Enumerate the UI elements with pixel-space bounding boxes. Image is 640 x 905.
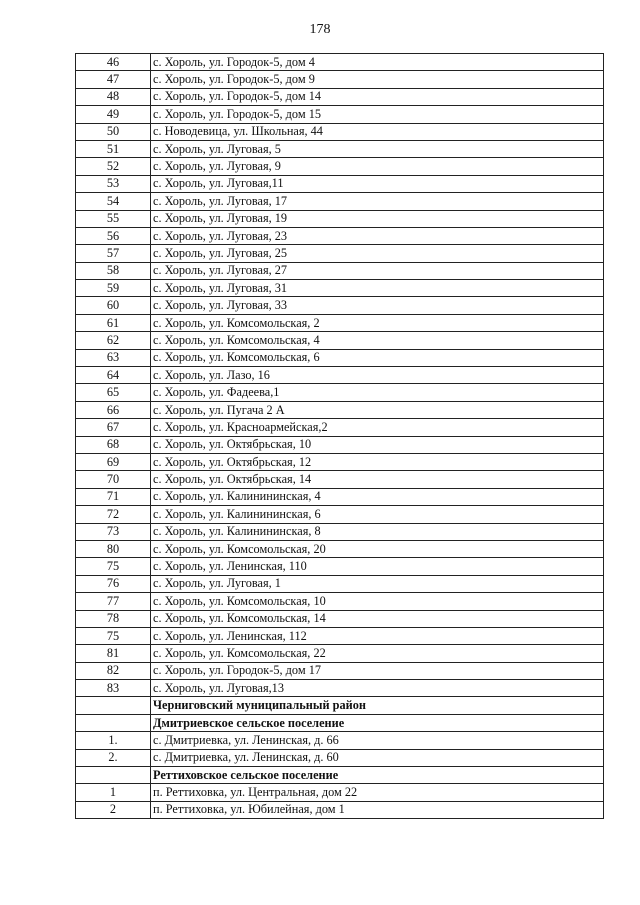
table-row: [76, 140, 604, 157]
address-cell: с. Хороль, ул. Луговая, 17: [151, 193, 604, 210]
section-title-cell: Черниговский муниципальный район: [151, 697, 604, 714]
section-header-row: [76, 714, 604, 731]
table-row: [76, 419, 604, 436]
address-cell: с. Хороль, ул. Комсомольская, 22: [151, 645, 604, 662]
row-number-cell: 66: [76, 401, 151, 418]
table-row: [76, 453, 604, 470]
table-row: [76, 471, 604, 488]
address-cell: с. Хороль, ул. Луговая, 19: [151, 210, 604, 227]
table-row: [76, 158, 604, 175]
row-number-cell: 78: [76, 610, 151, 627]
table-row: [76, 367, 604, 384]
table-row: [76, 680, 604, 697]
table-row: [76, 488, 604, 505]
row-number-cell: 72: [76, 506, 151, 523]
address-cell: с. Хороль, ул. Комсомольская, 2: [151, 314, 604, 331]
address-cell: с. Хороль, ул. Лазо, 16: [151, 367, 604, 384]
address-cell: с. Хороль, ул. Луговая, 33: [151, 297, 604, 314]
address-cell: с. Хороль, ул. Красноармейская,2: [151, 419, 604, 436]
address-cell: с. Хороль, ул. Луговая, 25: [151, 245, 604, 262]
address-cell: с. Хороль, ул. Комсомольская, 6: [151, 349, 604, 366]
row-number-cell: 68: [76, 436, 151, 453]
page-number: 178: [309, 22, 331, 37]
address-cell: с. Хороль, ул. Луговая, 23: [151, 227, 604, 244]
table-row: [76, 749, 604, 766]
row-number-cell: 70: [76, 471, 151, 488]
address-cell: с. Хороль, ул. Городок-5, дом 14: [151, 88, 604, 105]
row-number-cell: 56: [76, 227, 151, 244]
row-number-cell: 2.: [76, 749, 151, 766]
table-row: [76, 540, 604, 557]
row-number-cell: 1: [76, 784, 151, 801]
section-title-cell: Дмитриевское сельское поселение: [151, 714, 604, 731]
row-number-cell: [76, 767, 151, 784]
address-cell: с. Хороль, ул. Луговая,13: [151, 680, 604, 697]
row-number-cell: 51: [76, 140, 151, 157]
row-number-cell: 61: [76, 314, 151, 331]
row-number-cell: 52: [76, 158, 151, 175]
section-title-cell: Реттиховское сельское поселение: [151, 767, 604, 784]
address-cell: с. Дмитриевка, ул. Ленинская, д. 66: [151, 732, 604, 749]
address-cell: с. Хороль, ул. Луговая,11: [151, 175, 604, 192]
section-header-row: [76, 697, 604, 714]
row-number-cell: 2: [76, 801, 151, 818]
row-number-cell: 71: [76, 488, 151, 505]
section-header-row: [76, 767, 604, 784]
address-cell: с. Хороль, ул. Комсомольская, 14: [151, 610, 604, 627]
row-number-cell: 46: [76, 54, 151, 71]
table-row: [76, 801, 604, 818]
address-cell: с. Хороль, ул. Луговая, 27: [151, 262, 604, 279]
table-row: [76, 662, 604, 679]
row-number-cell: 76: [76, 575, 151, 592]
row-number-cell: 50: [76, 123, 151, 140]
table-row: [76, 123, 604, 140]
address-cell: с. Хороль, ул. Комсомольская, 10: [151, 593, 604, 610]
table-row: [76, 88, 604, 105]
table-row: [76, 732, 604, 749]
table-row: [76, 106, 604, 123]
table-row: [76, 784, 604, 801]
row-number-cell: 58: [76, 262, 151, 279]
address-table: [75, 53, 604, 819]
address-cell: с. Хороль, ул. Калинининская, 6: [151, 506, 604, 523]
row-number-cell: 83: [76, 680, 151, 697]
address-table-body: [76, 54, 604, 819]
table-row: [76, 210, 604, 227]
table-row: [76, 523, 604, 540]
table-row: [76, 314, 604, 331]
row-number-cell: 63: [76, 349, 151, 366]
address-cell: с. Хороль, ул. Фадеева,1: [151, 384, 604, 401]
table-row: [76, 332, 604, 349]
address-cell: с. Хороль, ул. Октябрьская, 12: [151, 453, 604, 470]
address-cell: с. Хороль, ул. Калинининская, 8: [151, 523, 604, 540]
row-number-cell: 64: [76, 367, 151, 384]
address-cell: с. Хороль, ул. Городок-5, дом 4: [151, 54, 604, 71]
table-row: [76, 645, 604, 662]
address-cell: с. Хороль, ул. Комсомольская, 4: [151, 332, 604, 349]
address-cell: с. Хороль, ул. Комсомольская, 20: [151, 540, 604, 557]
row-number-cell: 54: [76, 193, 151, 210]
row-number-cell: 59: [76, 280, 151, 297]
row-number-cell: 57: [76, 245, 151, 262]
table-row: [76, 558, 604, 575]
address-cell: с. Дмитриевка, ул. Ленинская, д. 60: [151, 749, 604, 766]
address-cell: с. Хороль, ул. Октябрьская, 10: [151, 436, 604, 453]
address-cell: с. Хороль, ул. Октябрьская, 14: [151, 471, 604, 488]
row-number-cell: 53: [76, 175, 151, 192]
address-cell: с. Хороль, ул. Луговая, 9: [151, 158, 604, 175]
table-row: [76, 384, 604, 401]
address-cell: с. Хороль, ул. Луговая, 5: [151, 140, 604, 157]
row-number-cell: 75: [76, 558, 151, 575]
address-cell: п. Реттиховка, ул. Юбилейная, дом 1: [151, 801, 604, 818]
table-row: [76, 297, 604, 314]
table-row: [76, 227, 604, 244]
row-number-cell: 69: [76, 453, 151, 470]
row-number-cell: 1.: [76, 732, 151, 749]
address-cell: с. Хороль, ул. Городок-5, дом 9: [151, 71, 604, 88]
table-row: [76, 193, 604, 210]
row-number-cell: 73: [76, 523, 151, 540]
table-row: [76, 506, 604, 523]
table-row: [76, 436, 604, 453]
row-number-cell: 62: [76, 332, 151, 349]
row-number-cell: [76, 714, 151, 731]
table-row: [76, 349, 604, 366]
address-cell: с. Хороль, ул. Луговая, 31: [151, 280, 604, 297]
row-number-cell: 49: [76, 106, 151, 123]
row-number-cell: 82: [76, 662, 151, 679]
table-row: [76, 280, 604, 297]
row-number-cell: 60: [76, 297, 151, 314]
table-row: [76, 262, 604, 279]
table-row: [76, 575, 604, 592]
table-row: [76, 71, 604, 88]
address-cell: п. Реттиховка, ул. Центральная, дом 22: [151, 784, 604, 801]
row-number-cell: 55: [76, 210, 151, 227]
address-cell: с. Хороль, ул. Городок-5, дом 15: [151, 106, 604, 123]
table-row: [76, 401, 604, 418]
row-number-cell: 48: [76, 88, 151, 105]
row-number-cell: [76, 697, 151, 714]
table-row: [76, 175, 604, 192]
table-row: [76, 54, 604, 71]
row-number-cell: 77: [76, 593, 151, 610]
address-cell: с. Хороль, ул. Городок-5, дом 17: [151, 662, 604, 679]
row-number-cell: 80: [76, 540, 151, 557]
row-number-cell: 75: [76, 627, 151, 644]
address-cell: с. Хороль, ул. Калинининская, 4: [151, 488, 604, 505]
row-number-cell: 67: [76, 419, 151, 436]
address-cell: с. Хороль, ул. Пугача 2 А: [151, 401, 604, 418]
address-cell: с. Хороль, ул. Ленинская, 112: [151, 627, 604, 644]
address-cell: с. Хороль, ул. Луговая, 1: [151, 575, 604, 592]
row-number-cell: 47: [76, 71, 151, 88]
address-cell: с. Хороль, ул. Ленинская, 110: [151, 558, 604, 575]
table-row: [76, 627, 604, 644]
address-cell: с. Новодевица, ул. Школьная, 44: [151, 123, 604, 140]
table-row: [76, 593, 604, 610]
table-row: [76, 245, 604, 262]
row-number-cell: 81: [76, 645, 151, 662]
table-row: [76, 610, 604, 627]
row-number-cell: 65: [76, 384, 151, 401]
